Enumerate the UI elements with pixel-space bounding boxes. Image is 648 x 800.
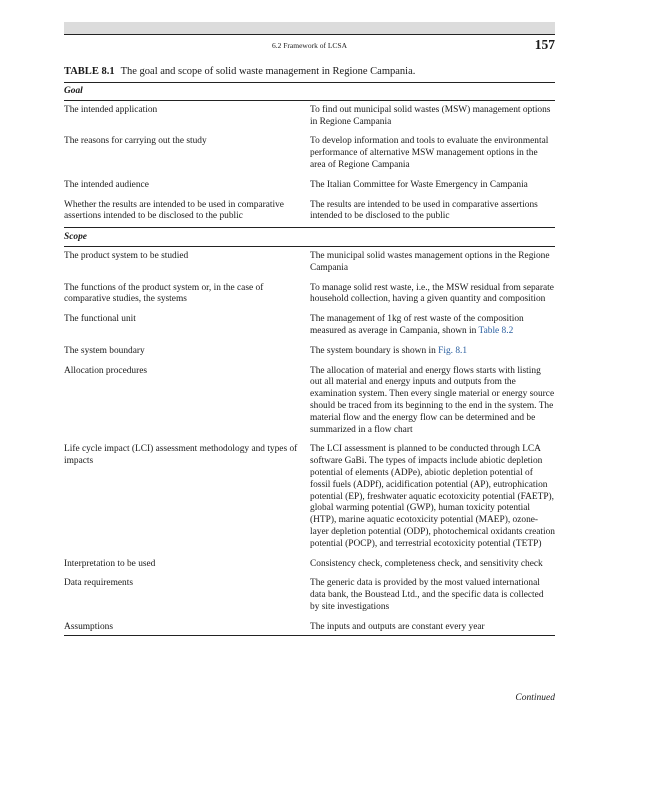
row-item: The reasons for carrying out the study (64, 136, 207, 147)
table-row (64, 555, 555, 575)
running-header (64, 38, 555, 54)
row-value: The results are intended to be used in comparative assertions intended to be disclosed to the public (310, 199, 538, 222)
table-row (64, 176, 555, 196)
header-bar (64, 22, 555, 34)
row-value: To manage solid rest waste, i.e., the MSW residual from separate household collection, having a given quantity and composition (310, 282, 554, 305)
row-value: Consistency check, completeness check, and sensitivity check (310, 558, 543, 569)
row-item: Life cycle impact (LCI) assessment methodology and types of impacts (64, 444, 298, 467)
row-value: The inputs and outputs are constant every year (309, 618, 555, 636)
row-item: Data requirements (64, 578, 133, 589)
table-label: TABLE 8.1 (64, 66, 115, 77)
row-value: The generic data is provided by the most valued international data bank, the Boustead Ltd., and the specific data is collected by site investigations (310, 578, 544, 612)
table-row (64, 440, 555, 554)
row-value-text: The system boundary is shown in (310, 345, 439, 356)
row-item: The functional unit (64, 314, 136, 325)
row-item: Allocation procedures (64, 365, 148, 376)
table-title: The goal and scope of solid waste management in Regione Campania. (120, 66, 416, 77)
table-row (64, 618, 555, 636)
row-value (309, 342, 555, 362)
table-row (64, 132, 555, 175)
table-caption (64, 66, 555, 77)
table-8-2-link[interactable]: Table 8.2 (478, 325, 514, 336)
table-row (64, 574, 555, 617)
table-row (64, 279, 555, 311)
fig-8-1-link[interactable]: Fig. 8.1 (438, 345, 468, 356)
row-item: The system boundary (64, 345, 145, 356)
row-item: The functions of the product system or, in the case of comparative studies, the systems (64, 282, 264, 305)
section-header-goal (64, 83, 555, 101)
header-rule (64, 34, 555, 35)
table-row (64, 100, 555, 132)
row-value: The Italian Committee for Waste Emergency in Campania (310, 179, 528, 190)
section-header-scope (64, 228, 555, 247)
row-item: The intended application (64, 104, 158, 115)
table-row (64, 310, 555, 342)
section-title: Scope (64, 228, 555, 247)
running-title: 6.2 Framework of LCSA (272, 41, 347, 50)
table-row (64, 342, 555, 362)
table-row (64, 362, 555, 441)
row-item: The intended audience (64, 179, 149, 190)
row-value-text: The management of 1kg of rest waste of the composition measured as average in Campania, shown in (310, 314, 524, 336)
row-item: Whether the results are intended to be used in comparative assertions intended to be disclosed to the public (64, 199, 284, 222)
goal-scope-table (64, 82, 555, 636)
section-title: Goal (64, 83, 555, 101)
row-value: The municipal solid wastes management options in the Regione Campania (310, 250, 550, 273)
continued-note: Continued (515, 693, 555, 703)
row-value (309, 310, 555, 342)
table-row (64, 196, 555, 228)
row-value: To develop information and tools to evaluate the environmental performance of alternative MSW management options in the area of Regione Campania (310, 136, 549, 170)
page-number: 157 (534, 37, 555, 52)
table-row (64, 246, 555, 278)
row-item: Assumptions (64, 618, 309, 636)
row-value: To find out municipal solid wastes (MSW) management options in Regione Campania (310, 104, 551, 127)
row-value: The allocation of material and energy flows starts with listing out all material and energy inputs and outputs from the examination system. Then every single material or energy source should be traced from its beginning to the end in the system. The material flow and the energy flow can be determined and be summarized in a flow chart (310, 365, 555, 435)
row-value: The LCI assessment is planned to be conducted through LCA software GaBi. The types of impacts include abiotic depletion potential of elements (ADPe), abiotic depletion potential of fossil fuels (ADPf), acidification potential (AP), eutrophication potential (EP), freshwater aquatic ecotoxicity potential (FAETP), global warming potential (GWP), human toxicity potential (HTP), marine aquatic ecotoxicity potential (MAEP), ozone-layer depletion potential (ODP), photochemical oxidants creation potential (POCP), and terrestrial ecotoxicity potential (TETP) (310, 444, 555, 549)
row-item: The product system to be studied (64, 250, 189, 261)
row-item: Interpretation to be used (64, 558, 156, 569)
